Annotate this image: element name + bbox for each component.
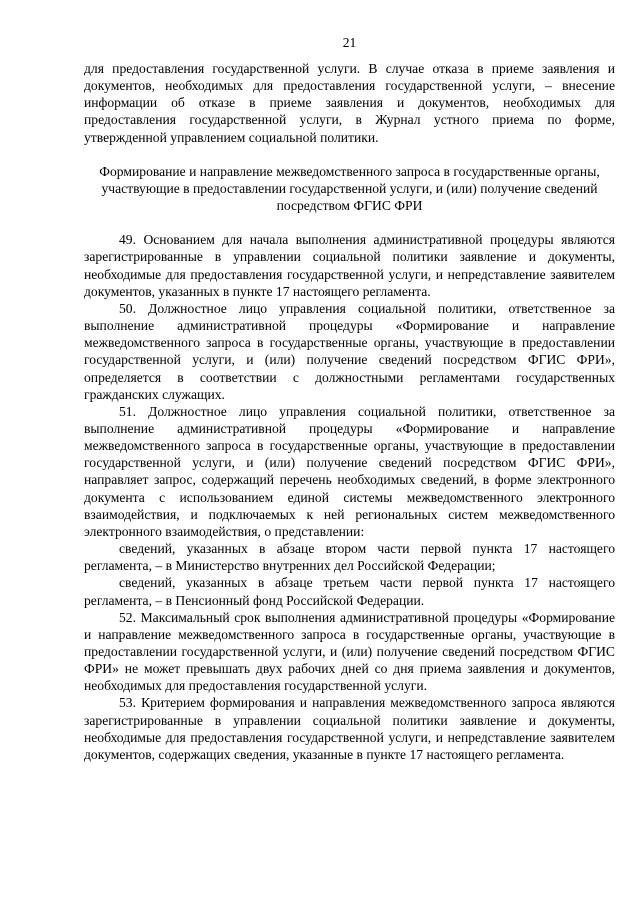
section-heading: Формирование и направление межведомственного запроса в государственные органы, участвующие в предоставлении государственной услуги, и (или) получение сведений посредством ФГИС ФРИ xyxy=(99,163,600,214)
paragraph-51: 51. Должностное лицо управления социальной политики, ответственное за выполнение административной процедуры «Формирование и направление межведомственного запроса в государственные органы, участвующие в предоставлении государственной услуги, и (или) получение сведений посредством ФГИС ФРИ», направляет запрос, содержащий перечень необходимых сведений, в форме электронного документа с использованием единой системы межведомственного электронного взаимодействия, и подключаемых к ней региональных систем межведомственного электронного взаимодействия, о представлении: xyxy=(84,403,615,539)
paragraph-51-item-1: сведений, указанных в абзаце втором части первой пункта 17 настоящего регламента, – в Министерство внутренних дел Российской Федерации; xyxy=(84,541,615,574)
paragraph-53: 53. Критерием формирования и направления межведомственного запроса являются зарегистрированные в управлении социальной политики заявление и документы, необходимые для предоставления государственной услуги, и непредставление заявителем документов, содержащих сведения, указанные в пункте 17 настоящего регламента. xyxy=(84,695,615,762)
paragraph-50: 50. Должностное лицо управления социальной политики, ответственное за выполнение административной процедуры «Формирование и направление межведомственного запроса в государственные органы, участвующие в предоставлении государственной услуги, и (или) получение сведений посредством ФГИС ФРИ», определяется в соответствии с должностными регламентами государственных гражданских служащих. xyxy=(84,300,615,402)
paragraph-52: 52. Максимальный срок выполнения административной процедуры «Формирование и направление межведомственного запроса в государственные органы, участвующие в предоставлении государственной услуги, и (или) получение сведений посредством ФГИС ФРИ» не может превышать двух рабочих дней со дня приема заявления и документов, необходимых для предоставления государственной услуги. xyxy=(84,609,615,694)
document-page xyxy=(84,34,615,763)
page-number: 21 xyxy=(342,35,357,50)
paragraph-49: 49. Основанием для начала выполнения административной процедуры являются зарегистрированные в управлении социальной политики заявление и документы, необходимые для предоставления государственной услуги, и непредставление заявителем документов, указанных в пункте 17 настоящего регламента. xyxy=(84,232,615,299)
paragraph-51-item-2: сведений, указанных в абзаце третьем части первой пункта 17 настоящего регламента, – в Пенсионный фонд Российской Федерации. xyxy=(84,575,615,608)
continuation-paragraph: для предоставления государственной услуги. В случае отказа в приеме заявления и документов, необходимых для предоставления государственной услуги, – внесение информации об отказе в приеме заявления и документов, необходимых для предоставления государственной услуги, в Журнал устного приема по форме, утвержденной управлением социальной политики. xyxy=(84,61,615,145)
